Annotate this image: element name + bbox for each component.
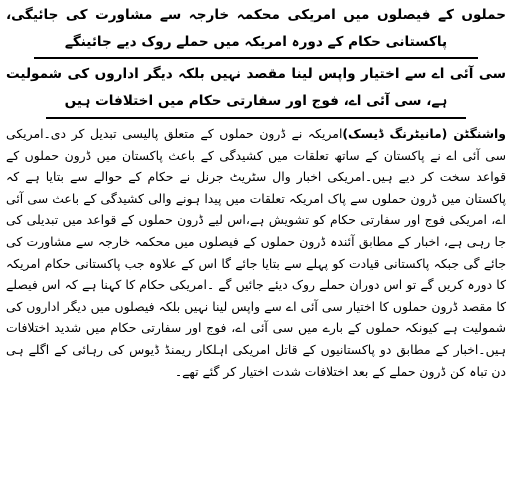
article-body-text: امریکہ نے ڈرون حملوں کے متعلق پالیسی تبدیل کر دی۔امریکی سی آئی اے نے پاکستان کے ساتھ تعلقات میں کشیدگی کے باعث پاکستان میں ڈرون حملوں کے قواعد سخت کر دیے ہیں۔امریکی اخبار وال سٹریٹ جرنل نے حکام کے حوالے سے بتایا ہے کہ پاکستان میں ڈرون حملوں سے پاک امریکہ تعلقات میں پیدا ہونے والی کشیدگی کے باعث سی آئی اے، امریکی فوج اور سفارتی حکام کو تشویش ہے،اس لیے ڈرون حملوں کے قواعد میں تبدیلی کی جا رہی ہے، اخبار کے مطابق آئندہ ڈرون حملوں کے فیصلوں میں محکمہ خارجہ سے مشاورت کی جائے گی جبکہ پاکستانی قیادت کو پہلے سے بتایا جائے گا اس کے علاوہ جب پاکستانی حکام امریکہ کا دورہ کریں گے تو اس دوران حملے روک دیئے جائیں گے ۔امریکی حکام کا کہنا ہے کہ اس فیصلے کا مقصد ڈرون حملوں کا اختیار سی آئی اے سے واپس لینا نہیں بلکہ فیصلوں میں دیگر اداروں کی شمولیت ہے کیونکہ حملوں کے بارے میں سی آئی اے، فوج اور سفارتی حکام میں شدید اختلافات ہیں۔اخبار کے مطابق دو پاکستانیوں کے قاتل امریکی اہلکار ریمنڈ ڈیوس کی رہائی کے اگلے ہی دن تباہ کن ڈرون حملے کے بعد اختلافات شدت اختیار کر گئے تھے۔ — [6, 126, 506, 379]
article-subheadline: سی آئی اے سے اختیار واپس لینا مقصد نہیں بلکہ دیگر اداروں کی شمولیت ہے، سی آئی اے، فوج اور سفارتی حکام میں اختلافات ہیں — [6, 66, 506, 109]
subheadline-divider — [46, 117, 466, 119]
article-dateline: واشنگٹن (مانیٹرنگ ڈیسک) — [342, 126, 506, 141]
article-headline: حملوں کے فیصلوں میں امریکی محکمہ خارجہ سے مشاورت کی جائیگی، پاکستانی حکام کے دورہ امریکہ میں حملے روک دیے جائینگے — [6, 7, 506, 50]
headline-divider — [34, 57, 478, 59]
article-body — [6, 123, 506, 382]
